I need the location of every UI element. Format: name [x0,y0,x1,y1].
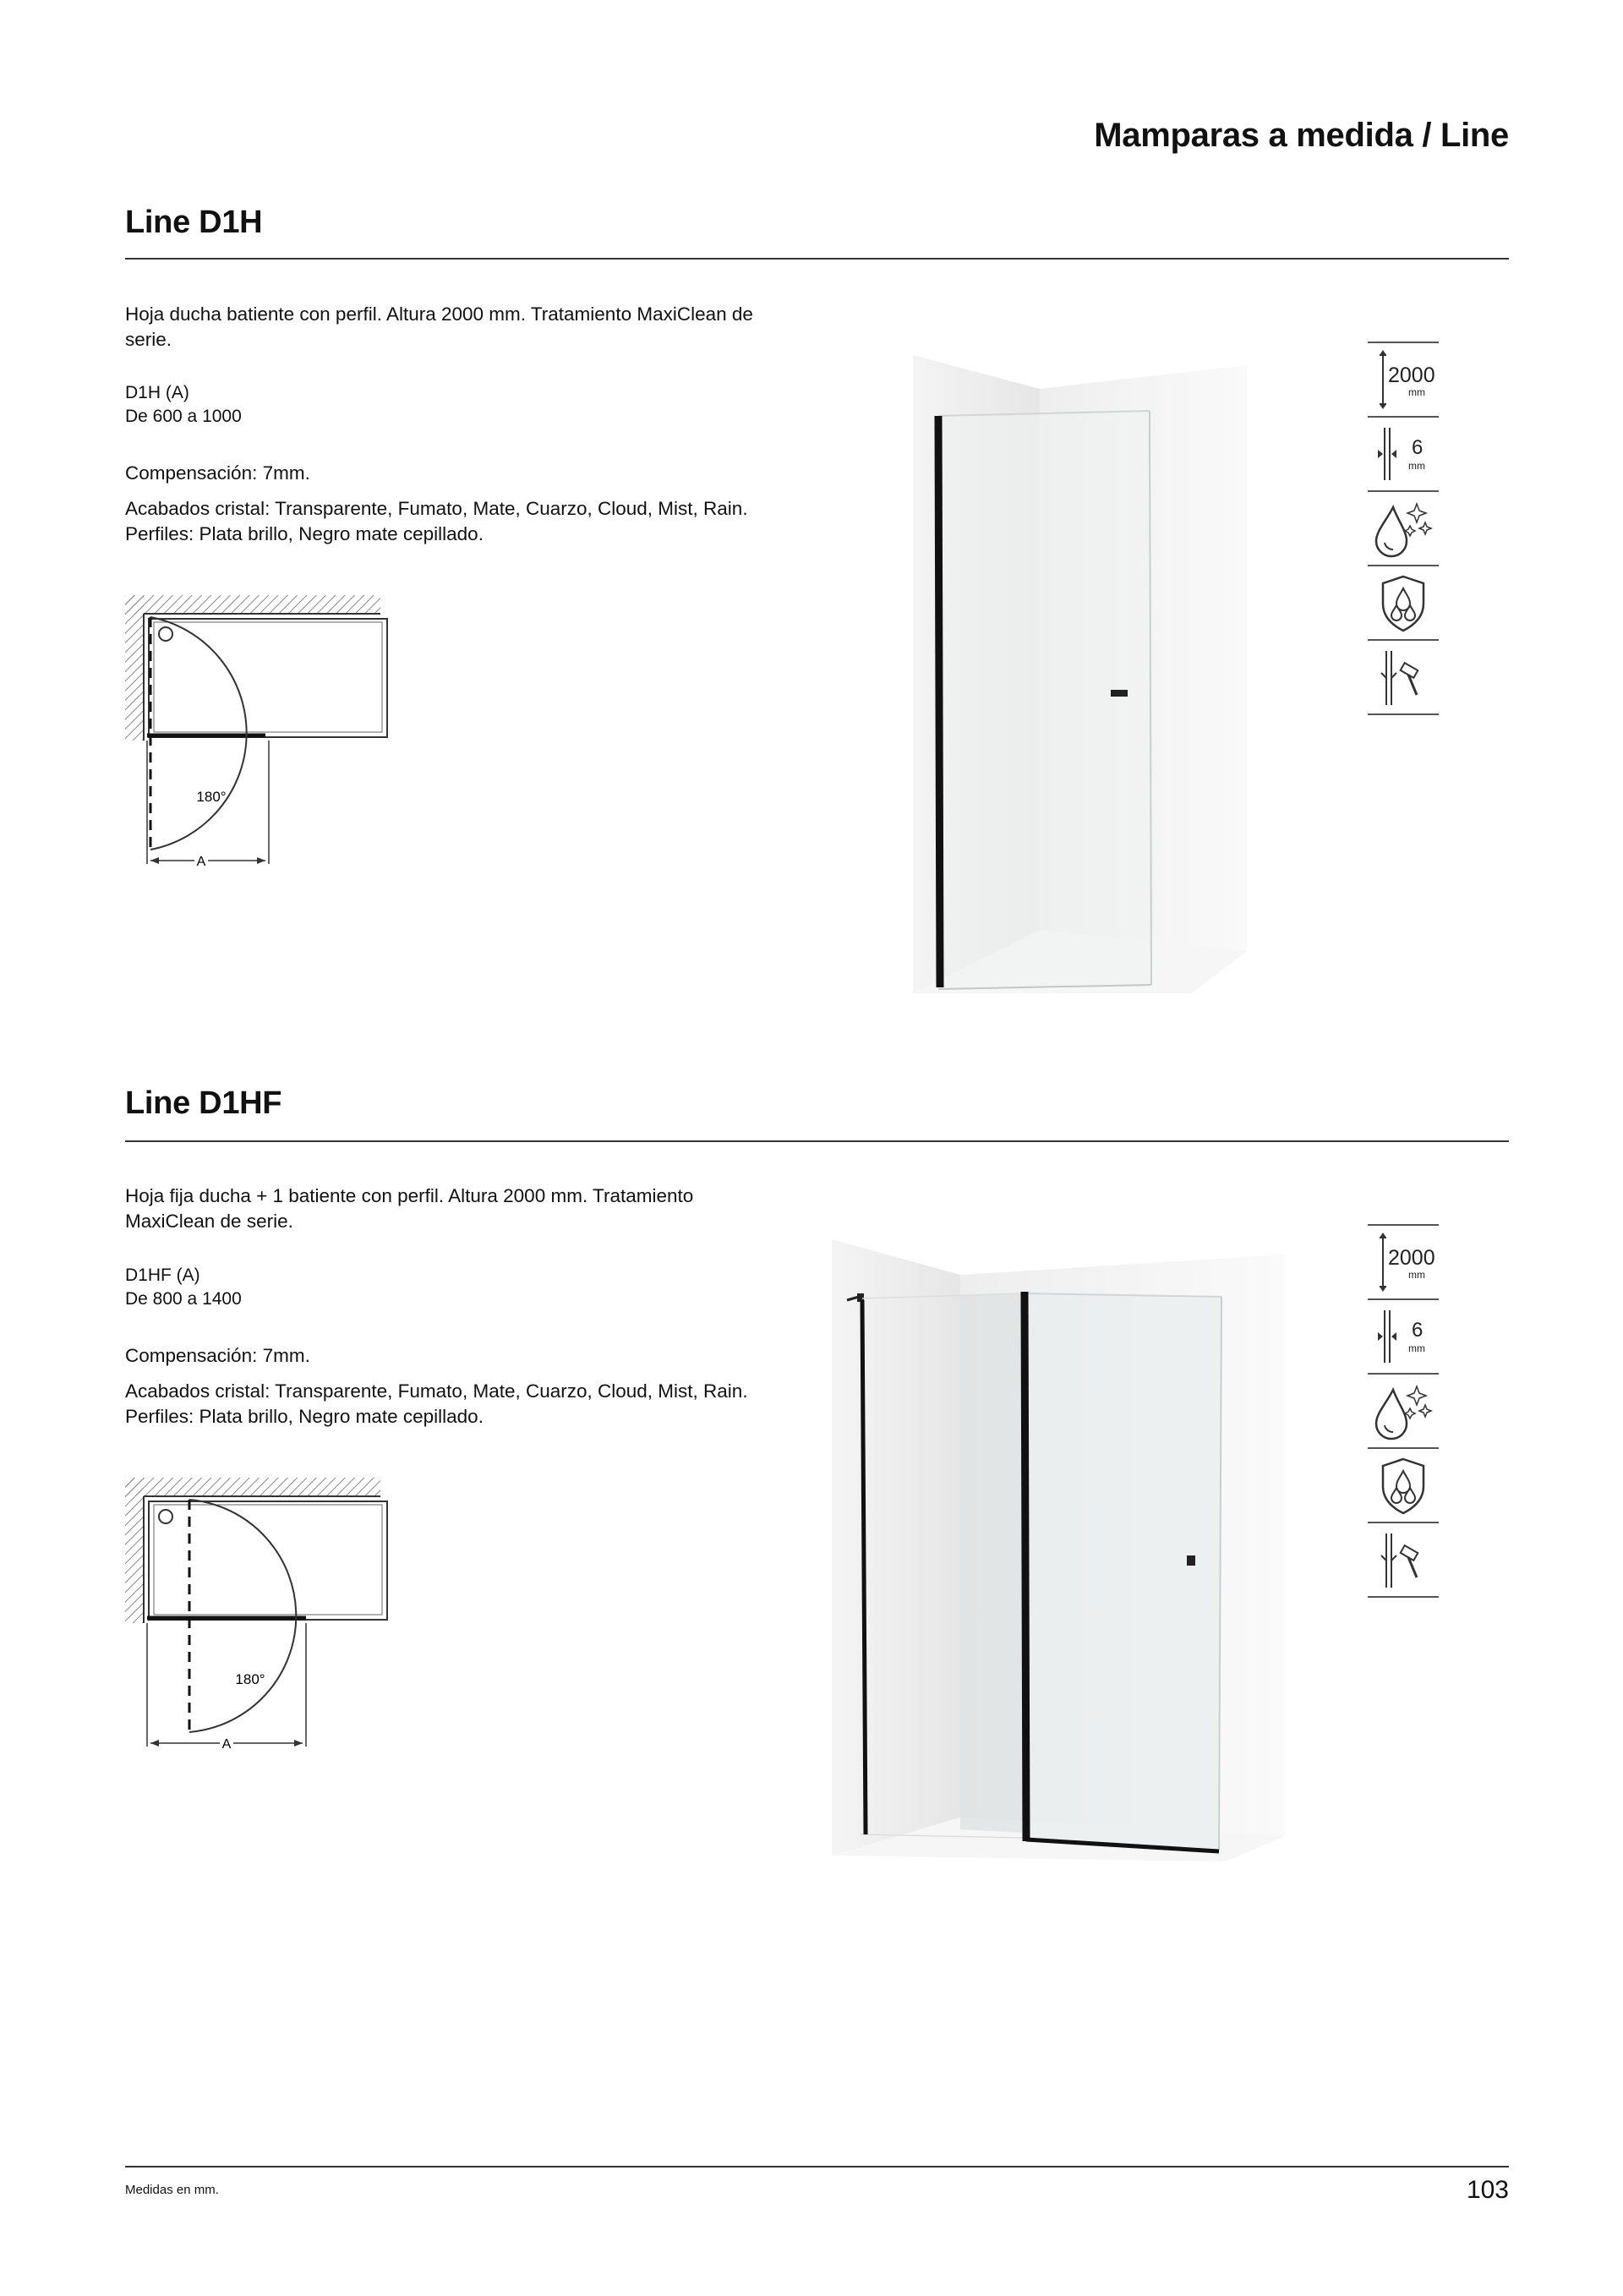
size-range: De 600 a 1000 [125,407,242,426]
size-range: De 800 a 1400 [125,1289,242,1309]
angle-label: 180° [196,789,227,805]
product-photo-d1hf [828,1226,1302,1872]
glass-thickness-icon: 6 mm [1368,418,1439,492]
section-divider [125,1140,1509,1142]
compensation-text: Compensación: 7mm. [125,462,310,484]
profiles-text: Perfiles: Plata brillo, Negro mate cepillado. [125,523,484,544]
plan-diagram-d1hf [118,1474,389,1766]
product-photo-d1h [904,338,1260,1010]
maxiclean-drop-icon [1368,492,1439,566]
dimension-label: A [221,1737,232,1752]
footer-divider [125,2166,1509,2168]
installation-tool-icon [1368,1523,1439,1598]
height-icon: 2000 mm [1368,1224,1439,1300]
dimension-label: A [196,855,206,869]
feature-icons-d1h [1368,342,1439,715]
maxiclean-drop-icon [1368,1375,1439,1449]
page-number: 103 [1466,2176,1509,2204]
glass-finishes-text: Acabados cristal: Transparente, Fumato, Mate, Cuarzo, Cloud, Mist, Rain. [125,1380,748,1402]
compensation-text: Compensación: 7mm. [125,1345,310,1366]
shield-drops-icon [1368,1449,1439,1523]
section-title-d1h: Line D1H [125,205,263,240]
glass-thickness-icon: 6 mm [1368,1300,1439,1375]
section-title-d1hf: Line D1HF [125,1085,282,1121]
feature-icons-d1hf [1368,1224,1439,1598]
page-header-title: Mamparas a medida / Line [1094,117,1509,154]
model-code: D1H (A) [125,383,189,402]
glass-finishes-text: Acabados cristal: Transparente, Fumato, Mate, Cuarzo, Cloud, Mist, Rain. [125,498,748,519]
product-description: Hoja fija ducha + 1 batiente con perfil. Altura 2000 mm. Tratamiento MaxiClean de serie. [125,1185,694,1232]
section-divider [125,258,1509,260]
profiles-text: Perfiles: Plata brillo, Negro mate cepillado. [125,1406,484,1427]
height-icon: 2000 mm [1368,342,1439,418]
product-description: Hoja ducha batiente con perfil. Altura 2000 mm. Tratamiento MaxiClean de serie. [125,303,753,350]
angle-label: 180° [235,1671,265,1687]
footer-note: Medidas en mm. [125,2183,219,2197]
installation-tool-icon [1368,641,1439,715]
plan-diagram-d1h [118,592,389,883]
model-code: D1HF (A) [125,1266,200,1285]
shield-drops-icon [1368,566,1439,641]
